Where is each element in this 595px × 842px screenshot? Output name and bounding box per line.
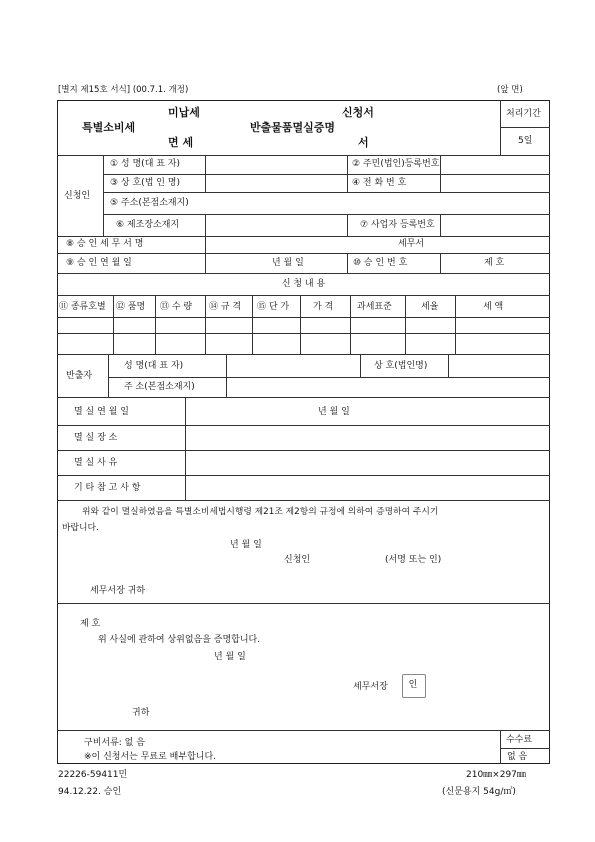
title-left-2: 특별소비세 (82, 121, 136, 134)
approval-office-suffix: 세무서 (398, 239, 425, 249)
certificate-to: 귀하 (132, 708, 150, 718)
loss-date-label: 멸 실 연 월 일 (74, 407, 129, 417)
loss-place-label: 멸 실 장 소 (74, 433, 118, 443)
fee-label: 수수료 (506, 735, 533, 745)
statement-to: 세무서장 귀하 (90, 586, 146, 596)
title-right-2: 서 (358, 136, 369, 149)
title-left-3: 면 세 (168, 136, 194, 149)
applicant-phone-label: ④ 전 화 번 호 (352, 178, 407, 188)
applicant-name-field[interactable] (206, 157, 346, 173)
fee-value: 없 음 (507, 752, 528, 762)
form-number: [별지 제15호 서식] (00.7.1. 개정) (58, 85, 189, 95)
paper-type: (신문용지 54g/㎡) (442, 787, 516, 797)
applicant-address-field[interactable] (206, 194, 549, 213)
loss-other-label: 기 타 참 고 사 항 (74, 483, 141, 493)
carrier-address-field[interactable] (227, 379, 549, 396)
statement-date: 년 월 일 (230, 540, 262, 550)
col-tax-base: 과세표준 (357, 302, 392, 312)
title-right-1: 신청서 (342, 106, 374, 119)
statement-applicant: 신청인 (284, 555, 311, 565)
approval-no-value: 제 호 (484, 258, 505, 268)
applicant-phone-field[interactable] (441, 175, 549, 191)
applicant-corp-no-label: ② 주민(법인)등록번호 (352, 159, 440, 169)
certificate-date: 년 월 일 (214, 652, 246, 662)
loss-place-field[interactable] (186, 427, 549, 449)
carrier-trade-label: 상 호(법인명) (374, 361, 428, 371)
applicant-group-label: 신청인 (64, 191, 91, 201)
applicant-factory-field[interactable] (206, 216, 346, 235)
title-left-1: 미납세 (168, 106, 200, 119)
approval-office-field[interactable] (206, 238, 549, 252)
contents-title: 신 청 내 용 (281, 279, 326, 289)
statement-line-1: 위와 같이 멸실하였음을 특별소비세법시행령 제21조 제2항의 규정에 의하여 증명하여 주시기 (82, 507, 439, 517)
certificate-seal: 인 (408, 680, 418, 690)
carrier-name-label: 성 명(대 표 자) (124, 361, 184, 371)
col-kind: ⑪ 종류호별 (59, 302, 106, 312)
period-label: 처리기간 (506, 109, 541, 119)
applicant-biz-no-field[interactable] (441, 216, 549, 235)
applicant-trade-label: ③ 상 호(법 인 명) (110, 178, 181, 188)
paper-size: 210㎜×297㎜ (466, 770, 526, 780)
certificate-chief: 세무서장 (353, 682, 388, 692)
loss-date-ymd: 년 월 일 (318, 407, 350, 417)
certificate-no: 제 호 (80, 619, 101, 629)
approval-no-label: ⑩ 승 인 번 호 (353, 258, 408, 268)
carrier-name-field[interactable] (227, 356, 359, 376)
col-price: 가 격 (313, 302, 334, 312)
col-spec: ⑭ 규 격 (209, 302, 242, 312)
applicant-address-label: ⑤ 주소(본점소재지) (110, 198, 189, 208)
col-item: ⑫ 품명 (116, 302, 146, 312)
applicant-name-label: ① 성 명(대 표 자) (110, 159, 181, 169)
loss-reason-label: 멸 실 사 유 (74, 458, 118, 468)
carrier-address-label: 주 소(본점소재지) (124, 382, 195, 392)
applicant-trade-field[interactable] (206, 175, 346, 191)
statement-sign: (서명 또는 인) (385, 555, 442, 565)
applicant-factory-label: ⑥ 제조장소재지 (116, 220, 180, 230)
approval-office-label: ⑧ 승 인 세 무 서 명 (66, 239, 144, 249)
approval-date-ymd: 년 월 일 (272, 258, 304, 268)
approval-date-note: 94.12.22. 승인 (58, 787, 122, 797)
carrier-trade-field[interactable] (449, 356, 549, 376)
loss-other-field[interactable] (186, 477, 549, 499)
page-side: (앞 면) (497, 85, 523, 95)
col-qty: ⑬ 수 량 (160, 302, 193, 312)
col-tax-amount: 세 액 (483, 302, 504, 312)
approval-date-label: ⑨ 승 인 연 월 일 (66, 258, 132, 268)
loss-reason-field[interactable] (186, 452, 549, 474)
form-code: 22226-59411민 (58, 770, 128, 780)
certificate-text: 위 사실에 관하여 상위없음을 증명합니다. (98, 635, 261, 645)
free-note: ※이 신청서는 무료로 배부합니다. (84, 752, 217, 762)
required-docs: 구비서류: 없 음 (84, 738, 145, 748)
col-tax-rate: 세율 (421, 302, 439, 312)
title-middle: 반출물품멸실증명 (250, 121, 336, 134)
statement-line-2: 바랍니다. (62, 523, 99, 533)
carrier-group-label: 반출자 (66, 371, 93, 381)
col-unit-price: ⑮ 단 가 (257, 302, 290, 312)
period-value: 5일 (518, 136, 533, 146)
applicant-corp-no-field[interactable] (441, 157, 549, 173)
applicant-biz-no-label: ⑦ 사업자 등록번호 (360, 220, 435, 230)
